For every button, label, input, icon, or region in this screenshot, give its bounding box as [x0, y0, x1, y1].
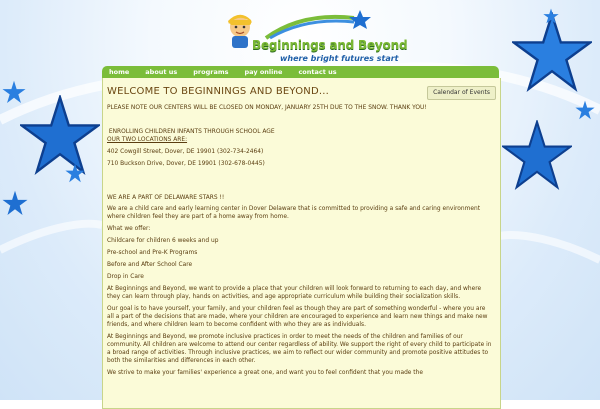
delaware-stars-text: WE ARE A PART OF DELAWARE STARS !! — [107, 195, 225, 201]
star-icon — [502, 120, 572, 190]
star-icon — [512, 12, 592, 92]
star-icon — [2, 190, 28, 216]
logo-tagline: where bright futures start — [280, 54, 399, 63]
offer-heading: What we offer: — [107, 226, 151, 232]
star-icon — [575, 100, 595, 120]
paragraph-1: At Beginnings and Beyond, we want to provide a place that your children will look forward to returning to each day, and where they can learn through play, hands on activities, and age appropriate curriculum while building their socialization skills. — [107, 286, 482, 300]
location-2: 710 Buckson Drive, Dover, DE 19901 (302-678-0445) — [107, 161, 265, 167]
welcome-content — [107, 104, 493, 377]
paragraph-3: At Beginnings and Beyond, we promote inclusive practices in order to meet the needs of the children and families of our community. All children are welcome to attend our center regardless of ability. We support the right of every child to participate in a broad range of activities. Through inclusive practices, we aim to reflect our wider community and promote positive attitudes to both the similarities and differences in each other. — [107, 334, 492, 364]
nav-contact-us[interactable]: contact us — [298, 68, 337, 76]
paragraph-2: Our goal is to have yourself, your family, and your children feel as though they are part of something wonderful - where you are all a part of the decisions that are made, where your children are encouraged to experience and learn new things and make new friends, and where children learn to become confident with who they are as individuals. — [107, 306, 488, 328]
intro-paragraph: We are a child care and early learning center in Dover Delaware that is committed to providing a safe and caring environment where children feel they are part of a home away from home. — [107, 206, 481, 220]
main-navigation — [102, 66, 499, 78]
page-title: WELCOME TO BEGINNINGS AND BEYOND... — [107, 86, 329, 97]
offer-item: Drop in Care — [107, 274, 144, 280]
offer-item: Childcare for children 6 weeks and up — [107, 238, 219, 244]
star-icon — [65, 163, 85, 183]
star-icon — [20, 95, 100, 175]
star-icon — [2, 80, 26, 104]
content-panel — [102, 78, 501, 409]
calendar-of-events-button[interactable]: Calendar of Events — [427, 86, 496, 100]
nav-home[interactable]: home — [109, 68, 130, 76]
offer-item: Before and After School Care — [107, 262, 193, 268]
locations-heading: OUR TWO LOCATIONS ARE: — [107, 137, 188, 143]
paragraph-4: We strive to make your families' experience a great one, and want you to feel confident that you made the — [107, 370, 423, 376]
closure-notice: PLEASE NOTE OUR CENTERS WILL BE CLOSED ON MONDAY, JANUARY 25TH DUE TO THE SNOW. THANK YOU! — [107, 105, 427, 111]
site-logo[interactable] — [222, 8, 408, 66]
logo-title: Beginnings and Beyond — [252, 38, 408, 52]
enrolling-text: ENROLLING CHILDREN INFANTS THROUGH SCHOOL AGE — [107, 129, 275, 135]
offer-item: Pre-school and Pre-K Programs — [107, 250, 198, 256]
star-icon — [543, 8, 559, 24]
nav-pay-online[interactable]: pay online — [244, 68, 283, 76]
location-1: 402 Cowgill Street, Dover, DE 19901 (302-734-2464) — [107, 149, 264, 155]
nav-about-us[interactable]: about us — [145, 68, 178, 76]
shooting-star-icon — [262, 8, 374, 40]
nav-programs[interactable]: programs — [193, 68, 229, 76]
